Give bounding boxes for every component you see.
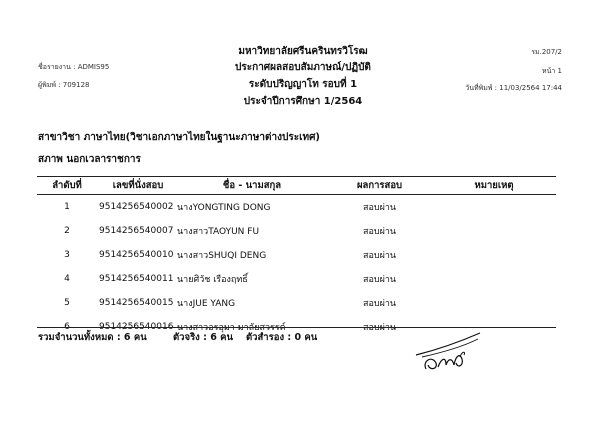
row-seat: 9514256540011 — [99, 274, 174, 284]
table-row — [37, 243, 556, 267]
row-result: สอบผ่าน — [362, 323, 397, 333]
row-no: 5 — [64, 298, 70, 308]
summary-reserve: ตัวสำรอง : 0 คน — [246, 332, 318, 343]
row-no: 4 — [64, 274, 70, 284]
row-name: นางสาวTAOYUN FU — [177, 227, 260, 237]
page-number: หน้า 1 — [541, 67, 562, 75]
row-remark — [432, 267, 556, 291]
table-row — [37, 195, 556, 220]
print-date: วันที่พิมพ์ : 11/03/2564 17:44 — [465, 84, 562, 92]
row-result: สอบผ่าน — [362, 299, 397, 309]
row-result: สอบผ่าน — [362, 227, 397, 237]
col-header-name: ชื่อ - นามสกุล — [222, 180, 282, 191]
row-name: นางสาวอรอุมา มาลัยสวรรค์ — [177, 323, 286, 333]
row-no: 1 — [64, 202, 70, 212]
row-name: นางสาวSHUQI DENG — [177, 251, 267, 261]
row-name: นายศิวัช เรืองฤทธิ์ — [177, 275, 248, 285]
signature — [412, 325, 484, 373]
academic-year: ประจำปีการศึกษา 1/2564 — [243, 96, 363, 107]
row-seat: 9514256540015 — [99, 298, 174, 308]
summary-total: รวมจำนวนทั้งหมด : 6 คน — [38, 332, 147, 343]
program-status: สภาพ นอกเวลาราชการ — [38, 154, 141, 165]
row-result: สอบผ่าน — [362, 251, 397, 261]
program-major: สาขาวิชา ภาษาไทย(วิชาเอกภาษาไทยในฐานะภาษาต่างประเทศ) — [38, 132, 321, 143]
row-seat: 9514256540007 — [99, 226, 174, 236]
row-result: สอบผ่าน — [362, 275, 397, 285]
row-seat: 9514256540002 — [99, 202, 174, 212]
printer-label: ผู้พิมพ์ : 709128 — [38, 81, 90, 89]
university-name: มหาวิทยาลัยศรีนครินทรวิโรฒ — [238, 46, 368, 57]
row-seat: 9514256540016 — [99, 322, 174, 332]
row-name: นางYONGTING DONG — [177, 203, 271, 213]
row-remark — [432, 195, 556, 220]
table-row — [37, 291, 556, 315]
row-remark — [432, 219, 556, 243]
col-header-seat: เลขที่นั่งสอบ — [112, 180, 164, 191]
row-remark — [432, 291, 556, 315]
degree-round: ระดับปริญญาโท รอบที่ 1 — [248, 79, 358, 90]
table-header-row — [37, 177, 556, 195]
row-result: สอบผ่าน — [362, 203, 397, 213]
col-header-no: ลำดับที่ — [52, 180, 82, 191]
row-remark — [432, 243, 556, 267]
report-name-label: ชื่อรายงาน : ADMIS95 — [38, 63, 110, 71]
form-code: รม.207/2 — [531, 48, 562, 56]
table-row — [37, 219, 556, 243]
row-seat: 9514256540010 — [99, 250, 174, 260]
results-table — [37, 176, 556, 339]
row-no: 6 — [64, 322, 70, 332]
announcement-title: ประกาศผลสอบสัมภาษณ์/ปฏิบัติ — [235, 62, 371, 73]
row-no: 3 — [64, 250, 70, 260]
table-row — [37, 267, 556, 291]
row-no: 2 — [64, 226, 70, 236]
col-header-result: ผลการสอบ — [356, 180, 403, 191]
row-name: นางJUE YANG — [177, 299, 236, 309]
col-header-remark: หมายเหตุ — [474, 180, 514, 191]
summary-actual: ตัวจริง : 6 คน — [173, 332, 233, 343]
